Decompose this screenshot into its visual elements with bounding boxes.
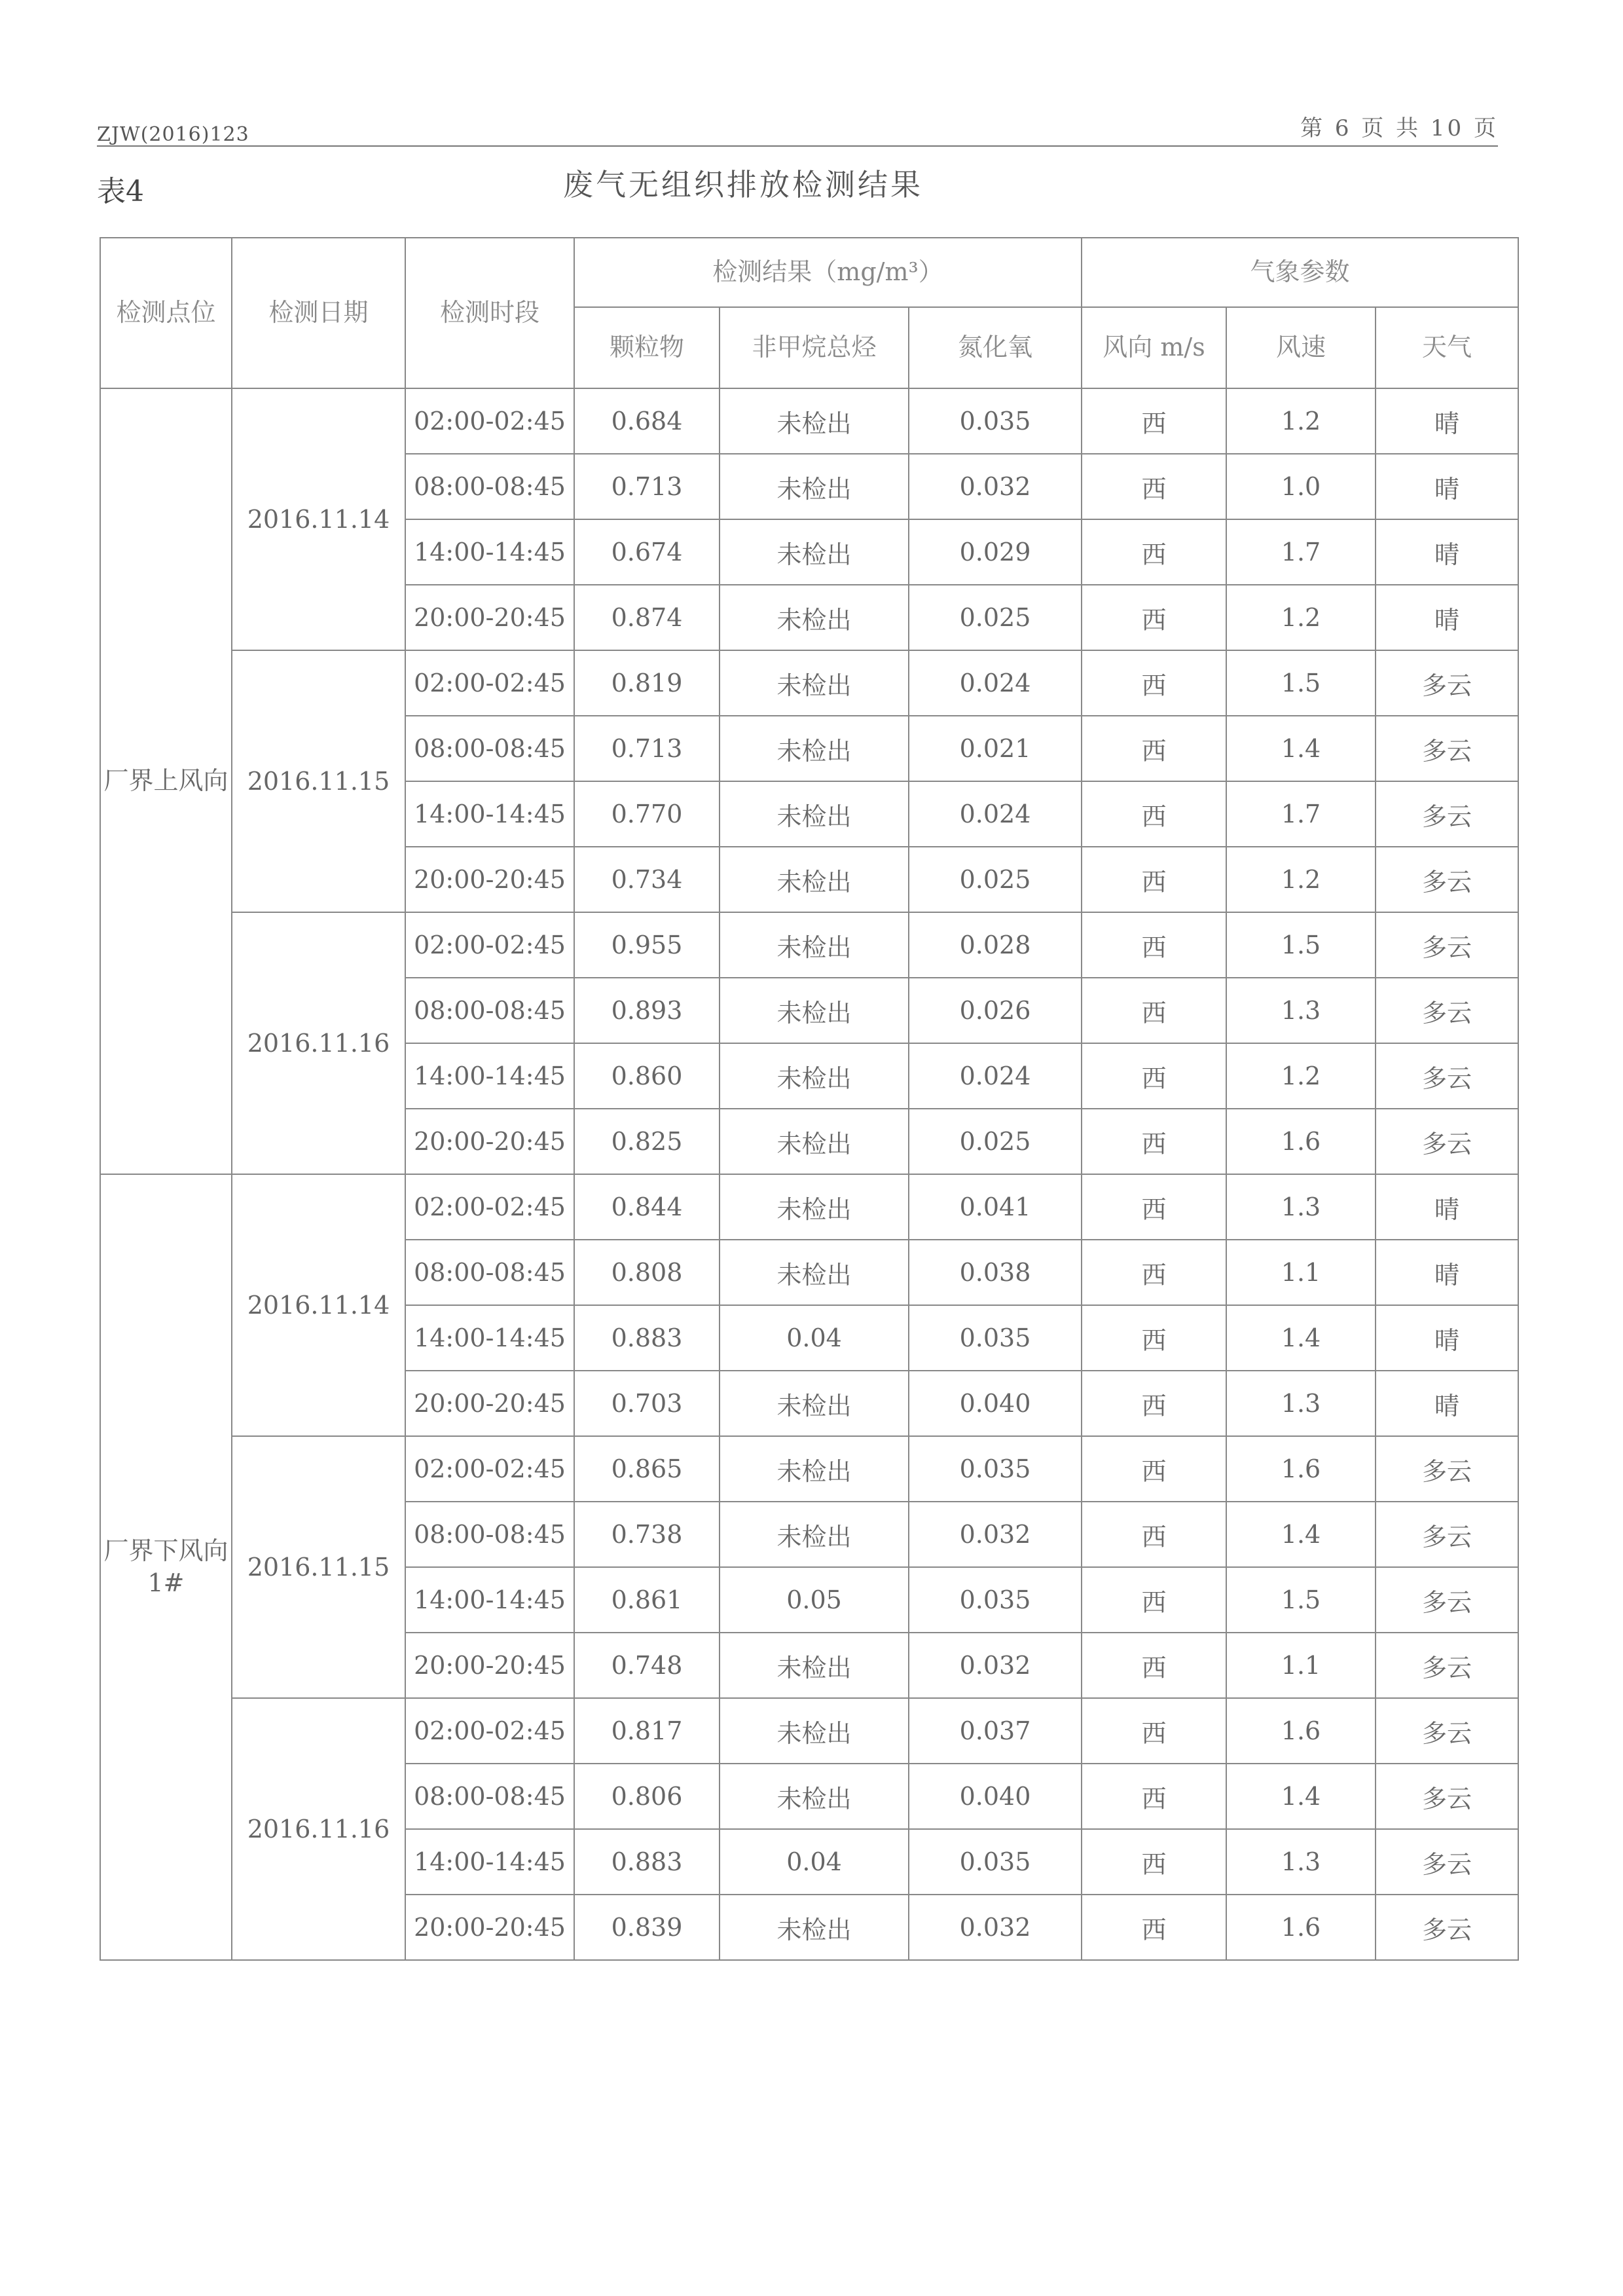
col-header-nox: 氮化氧 [909, 307, 1082, 388]
nox-cell: 0.035 [909, 388, 1082, 454]
weather-cell: 多云 [1376, 1567, 1518, 1633]
particulate-cell: 0.808 [574, 1240, 720, 1305]
weather-cell: 多云 [1376, 978, 1518, 1043]
particulate-cell: 0.806 [574, 1764, 720, 1829]
col-header-weather-group: 气象参数 [1082, 238, 1518, 307]
nox-cell: 0.035 [909, 1305, 1082, 1371]
nmhc-cell: 未检出 [720, 912, 909, 978]
nmhc-cell: 未检出 [720, 1895, 909, 1960]
col-header-results-group: 检测结果（mg/m³） [574, 238, 1082, 307]
weather-cell: 多云 [1376, 847, 1518, 912]
time-cell: 02:00-02:45 [405, 912, 574, 978]
nox-cell: 0.035 [909, 1567, 1082, 1633]
date-cell: 2016.11.15 [232, 650, 405, 912]
time-cell: 02:00-02:45 [405, 1436, 574, 1502]
col-header-wind-direction: 风向 m/s [1082, 307, 1226, 388]
nox-cell: 0.037 [909, 1698, 1082, 1764]
nmhc-cell: 未检出 [720, 978, 909, 1043]
nox-cell: 0.035 [909, 1436, 1082, 1502]
time-cell: 20:00-20:45 [405, 1895, 574, 1960]
wind-speed-cell: 1.4 [1226, 1502, 1376, 1567]
nmhc-cell: 0.04 [720, 1305, 909, 1371]
col-header-time: 检测时段 [405, 238, 574, 388]
time-cell: 20:00-20:45 [405, 1633, 574, 1698]
wind-direction-cell: 西 [1082, 978, 1226, 1043]
particulate-cell: 0.865 [574, 1436, 720, 1502]
wind-direction-cell: 西 [1082, 1829, 1226, 1895]
particulate-cell: 0.844 [574, 1174, 720, 1240]
table-title: 废气无组织排放检测结果 [563, 167, 923, 202]
weather-cell: 晴 [1376, 454, 1518, 519]
wind-direction-cell: 西 [1082, 847, 1226, 912]
weather-cell: 多云 [1376, 1764, 1518, 1829]
table-body [100, 388, 1518, 1960]
wind-speed-cell: 1.2 [1226, 847, 1376, 912]
time-cell: 08:00-08:45 [405, 454, 574, 519]
weather-cell: 晴 [1376, 1240, 1518, 1305]
nox-cell: 0.029 [909, 519, 1082, 585]
wind-speed-cell: 1.4 [1226, 716, 1376, 781]
particulate-cell: 0.955 [574, 912, 720, 978]
wind-direction-cell: 西 [1082, 650, 1226, 716]
col-header-weather: 天气 [1376, 307, 1518, 388]
location-cell: 厂界上风向 [100, 388, 232, 1174]
weather-cell: 多云 [1376, 1043, 1518, 1109]
wind-speed-cell: 1.6 [1226, 1698, 1376, 1764]
wind-direction-cell: 西 [1082, 1895, 1226, 1960]
particulate-cell: 0.883 [574, 1305, 720, 1371]
nox-cell: 0.038 [909, 1240, 1082, 1305]
wind-speed-cell: 1.1 [1226, 1633, 1376, 1698]
table-row [100, 1698, 1518, 1764]
time-cell: 14:00-14:45 [405, 519, 574, 585]
wind-speed-cell: 1.3 [1226, 1829, 1376, 1895]
wind-speed-cell: 1.3 [1226, 978, 1376, 1043]
weather-cell: 多云 [1376, 1109, 1518, 1174]
particulate-cell: 0.734 [574, 847, 720, 912]
wind-speed-cell: 1.2 [1226, 1043, 1376, 1109]
nmhc-cell: 0.05 [720, 1567, 909, 1633]
wind-speed-cell: 1.5 [1226, 650, 1376, 716]
time-cell: 02:00-02:45 [405, 650, 574, 716]
wind-direction-cell: 西 [1082, 585, 1226, 650]
nox-cell: 0.040 [909, 1371, 1082, 1436]
particulate-cell: 0.861 [574, 1567, 720, 1633]
weather-cell: 多云 [1376, 1633, 1518, 1698]
wind-direction-cell: 西 [1082, 1502, 1226, 1567]
nmhc-cell: 0.04 [720, 1829, 909, 1895]
time-cell: 08:00-08:45 [405, 716, 574, 781]
emission-results-table [100, 237, 1519, 1961]
weather-cell: 多云 [1376, 912, 1518, 978]
particulate-cell: 0.825 [574, 1109, 720, 1174]
date-cell: 2016.11.15 [232, 1436, 405, 1698]
wind-direction-cell: 西 [1082, 1764, 1226, 1829]
date-cell: 2016.11.16 [232, 912, 405, 1174]
wind-direction-cell: 西 [1082, 1633, 1226, 1698]
weather-cell: 多云 [1376, 1895, 1518, 1960]
nmhc-cell: 未检出 [720, 1371, 909, 1436]
page-indicator: 第 6 页 共 10 页 [1300, 115, 1499, 141]
nmhc-cell: 未检出 [720, 1764, 909, 1829]
nmhc-cell: 未检出 [720, 716, 909, 781]
weather-cell: 晴 [1376, 1371, 1518, 1436]
wind-speed-cell: 1.2 [1226, 585, 1376, 650]
wind-direction-cell: 西 [1082, 1567, 1226, 1633]
nox-cell: 0.025 [909, 847, 1082, 912]
wind-direction-cell: 西 [1082, 716, 1226, 781]
wind-speed-cell: 1.7 [1226, 519, 1376, 585]
date-cell: 2016.11.14 [232, 1174, 405, 1436]
nmhc-cell: 未检出 [720, 519, 909, 585]
time-cell: 14:00-14:45 [405, 1043, 574, 1109]
nmhc-cell: 未检出 [720, 1174, 909, 1240]
time-cell: 02:00-02:45 [405, 388, 574, 454]
nox-cell: 0.032 [909, 1502, 1082, 1567]
nox-cell: 0.025 [909, 1109, 1082, 1174]
wind-speed-cell: 1.6 [1226, 1895, 1376, 1960]
wind-speed-cell: 1.3 [1226, 1371, 1376, 1436]
table-row [100, 650, 1518, 716]
nmhc-cell: 未检出 [720, 1043, 909, 1109]
weather-cell: 多云 [1376, 1502, 1518, 1567]
nox-cell: 0.032 [909, 1895, 1082, 1960]
wind-direction-cell: 西 [1082, 1043, 1226, 1109]
time-cell: 20:00-20:45 [405, 585, 574, 650]
nmhc-cell: 未检出 [720, 781, 909, 847]
wind-speed-cell: 1.4 [1226, 1764, 1376, 1829]
nmhc-cell: 未检出 [720, 454, 909, 519]
particulate-cell: 0.713 [574, 454, 720, 519]
weather-cell: 晴 [1376, 1174, 1518, 1240]
weather-cell: 晴 [1376, 1305, 1518, 1371]
particulate-cell: 0.893 [574, 978, 720, 1043]
time-cell: 02:00-02:45 [405, 1698, 574, 1764]
time-cell: 14:00-14:45 [405, 1567, 574, 1633]
wind-direction-cell: 西 [1082, 912, 1226, 978]
particulate-cell: 0.874 [574, 585, 720, 650]
wind-direction-cell: 西 [1082, 1240, 1226, 1305]
weather-cell: 多云 [1376, 781, 1518, 847]
particulate-cell: 0.738 [574, 1502, 720, 1567]
date-cell: 2016.11.16 [232, 1698, 405, 1960]
weather-cell: 多云 [1376, 1698, 1518, 1764]
wind-direction-cell: 西 [1082, 1174, 1226, 1240]
particulate-cell: 0.883 [574, 1829, 720, 1895]
particulate-cell: 0.748 [574, 1633, 720, 1698]
time-cell: 08:00-08:45 [405, 978, 574, 1043]
weather-cell: 晴 [1376, 519, 1518, 585]
particulate-cell: 0.684 [574, 388, 720, 454]
nmhc-cell: 未检出 [720, 847, 909, 912]
weather-cell: 多云 [1376, 650, 1518, 716]
nox-cell: 0.025 [909, 585, 1082, 650]
table-row [100, 1436, 1518, 1502]
weather-cell: 多云 [1376, 1829, 1518, 1895]
nmhc-cell: 未检出 [720, 1109, 909, 1174]
nox-cell: 0.041 [909, 1174, 1082, 1240]
wind-speed-cell: 1.6 [1226, 1436, 1376, 1502]
nmhc-cell: 未检出 [720, 585, 909, 650]
time-cell: 14:00-14:45 [405, 781, 574, 847]
col-header-nmhc: 非甲烷总烃 [720, 307, 909, 388]
table-row [100, 912, 1518, 978]
nox-cell: 0.024 [909, 781, 1082, 847]
particulate-cell: 0.839 [574, 1895, 720, 1960]
nmhc-cell: 未检出 [720, 650, 909, 716]
time-cell: 08:00-08:45 [405, 1764, 574, 1829]
wind-speed-cell: 1.0 [1226, 454, 1376, 519]
wind-direction-cell: 西 [1082, 519, 1226, 585]
time-cell: 14:00-14:45 [405, 1829, 574, 1895]
wind-direction-cell: 西 [1082, 454, 1226, 519]
nmhc-cell: 未检出 [720, 1436, 909, 1502]
nox-cell: 0.021 [909, 716, 1082, 781]
col-header-location: 检测点位 [100, 238, 232, 388]
date-cell: 2016.11.14 [232, 388, 405, 650]
weather-cell: 多云 [1376, 716, 1518, 781]
wind-speed-cell: 1.4 [1226, 1305, 1376, 1371]
wind-speed-cell: 1.6 [1226, 1109, 1376, 1174]
wind-direction-cell: 西 [1082, 1371, 1226, 1436]
header-divider [97, 145, 1498, 147]
time-cell: 08:00-08:45 [405, 1240, 574, 1305]
wind-speed-cell: 1.3 [1226, 1174, 1376, 1240]
nox-cell: 0.032 [909, 454, 1082, 519]
particulate-cell: 0.817 [574, 1698, 720, 1764]
nox-cell: 0.032 [909, 1633, 1082, 1698]
nox-cell: 0.024 [909, 650, 1082, 716]
col-header-wind-speed: 风速 [1226, 307, 1376, 388]
col-header-particulate: 颗粒物 [574, 307, 720, 388]
location-cell: 厂界下风向1# [100, 1174, 232, 1960]
table-header [100, 238, 1518, 388]
wind-direction-cell: 西 [1082, 1109, 1226, 1174]
wind-speed-cell: 1.7 [1226, 781, 1376, 847]
weather-cell: 晴 [1376, 585, 1518, 650]
wind-speed-cell: 1.5 [1226, 1567, 1376, 1633]
wind-direction-cell: 西 [1082, 1698, 1226, 1764]
nox-cell: 0.024 [909, 1043, 1082, 1109]
particulate-cell: 0.703 [574, 1371, 720, 1436]
time-cell: 20:00-20:45 [405, 847, 574, 912]
table-label: 表4 [97, 175, 144, 208]
nmhc-cell: 未检出 [720, 388, 909, 454]
particulate-cell: 0.860 [574, 1043, 720, 1109]
wind-speed-cell: 1.2 [1226, 388, 1376, 454]
wind-speed-cell: 1.5 [1226, 912, 1376, 978]
nox-cell: 0.026 [909, 978, 1082, 1043]
report-number: ZJW(2016)123 [97, 123, 249, 146]
col-header-date: 检测日期 [232, 238, 405, 388]
nmhc-cell: 未检出 [720, 1633, 909, 1698]
nox-cell: 0.040 [909, 1764, 1082, 1829]
weather-cell: 多云 [1376, 1436, 1518, 1502]
nox-cell: 0.028 [909, 912, 1082, 978]
table-row [100, 388, 1518, 454]
time-cell: 02:00-02:45 [405, 1174, 574, 1240]
time-cell: 14:00-14:45 [405, 1305, 574, 1371]
weather-cell: 晴 [1376, 388, 1518, 454]
particulate-cell: 0.713 [574, 716, 720, 781]
wind-direction-cell: 西 [1082, 388, 1226, 454]
nox-cell: 0.035 [909, 1829, 1082, 1895]
time-cell: 20:00-20:45 [405, 1109, 574, 1174]
wind-direction-cell: 西 [1082, 781, 1226, 847]
wind-speed-cell: 1.1 [1226, 1240, 1376, 1305]
nmhc-cell: 未检出 [720, 1698, 909, 1764]
nmhc-cell: 未检出 [720, 1502, 909, 1567]
table-row [100, 1174, 1518, 1240]
time-cell: 08:00-08:45 [405, 1502, 574, 1567]
particulate-cell: 0.819 [574, 650, 720, 716]
particulate-cell: 0.770 [574, 781, 720, 847]
nmhc-cell: 未检出 [720, 1240, 909, 1305]
wind-direction-cell: 西 [1082, 1305, 1226, 1371]
wind-direction-cell: 西 [1082, 1436, 1226, 1502]
time-cell: 20:00-20:45 [405, 1371, 574, 1436]
particulate-cell: 0.674 [574, 519, 720, 585]
